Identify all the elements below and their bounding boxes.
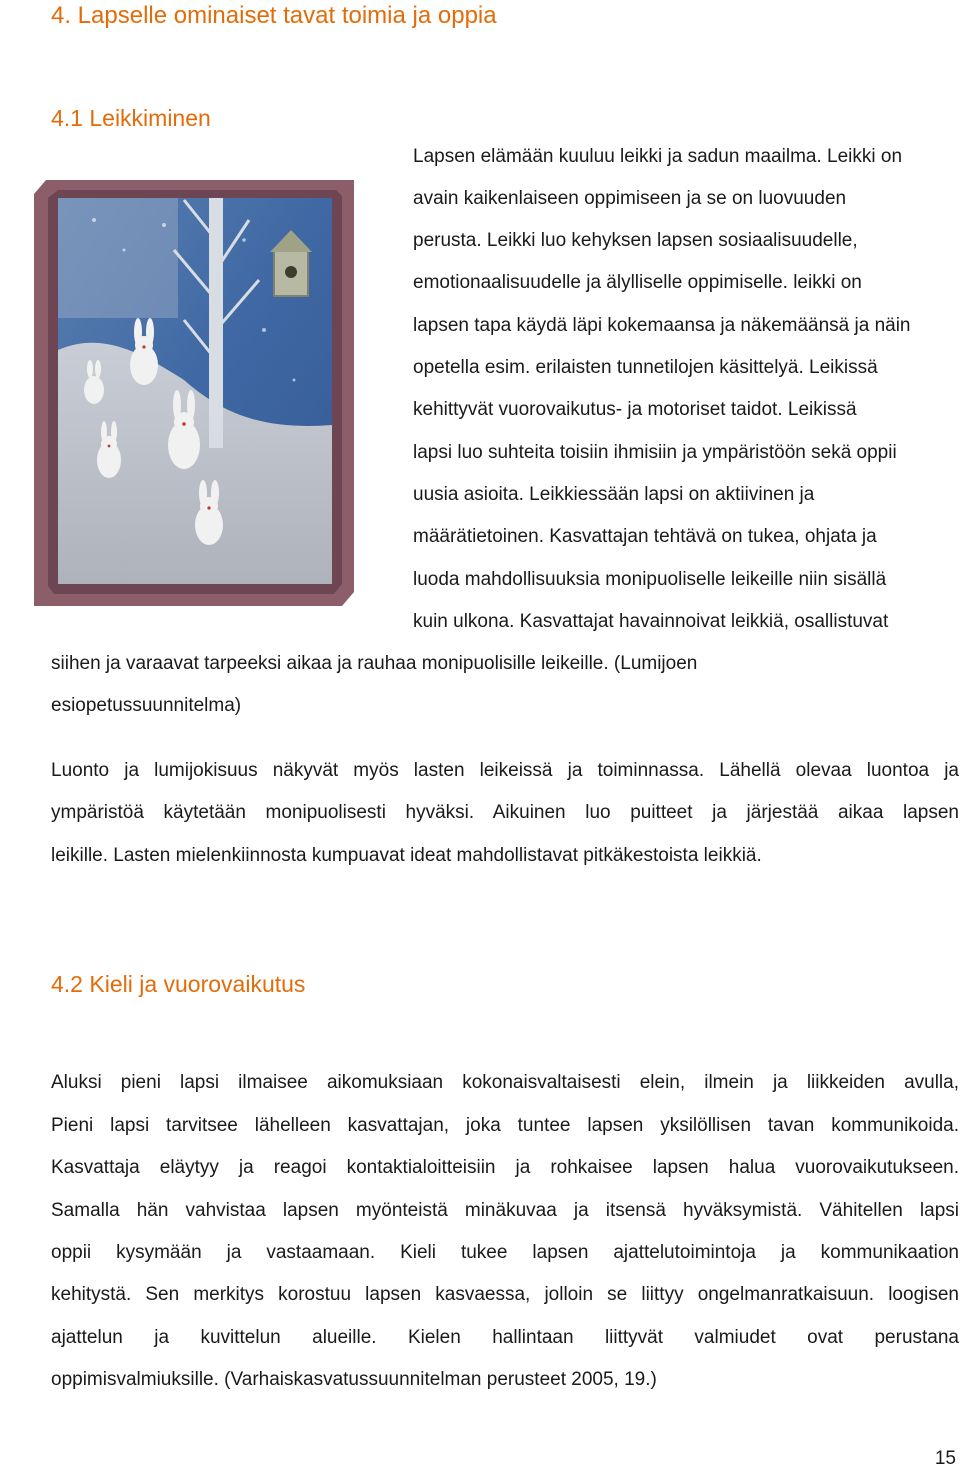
text-line: Kasvattaja eläytyy ja reagoi kontaktialoitteisiin ja rohkaisee lapsen halua vuorovaikutukseen. [51, 1157, 959, 1178]
text-line: perusta. Leikki luo kehyksen lapsen sosiaalisuudelle, [413, 230, 858, 251]
text-line: kehittyvät vuorovaikutus- ja motoriset taidot. Leikissä [413, 399, 857, 420]
text-line: kehitystä. Sen merkitys korostuu lapsen kasvaessa, jolloin se liittyy ongelmanratkaisuun. loogisen [51, 1284, 959, 1305]
text-line: leikille. Lasten mielenkiinnosta kumpuavat ideat mahdollistavat pitkäkestoista leikkiä. [51, 845, 762, 866]
text-line: avain kaikenlaiseen oppimiseen ja se on luovuuden [413, 188, 847, 209]
text-line: luoda mahdollisuuksia monipuoliselle leikeille niin sisällä [413, 569, 887, 590]
text-line: Luonto ja lumijokisuus näkyvät myös lasten leikeissä ja toiminnassa. Lähellä olevaa luontoa ja [51, 760, 959, 781]
page-number: 15 [934, 1448, 956, 1469]
text-line: Samalla hän vahvistaa lapsen myönteistä minäkuvaa ja itsensä hyväksymistä. Vähitellen lapsi [51, 1200, 959, 1221]
bunny-craft-photo [34, 180, 354, 606]
section-heading-kieli: 4.2 Kieli ja vuorovaikutus [51, 971, 306, 997]
text-line: opetella esim. erilaisten tunnetilojen käsittelyä. Leikissä [413, 357, 878, 378]
section-heading-leikkiminen: 4.1 Leikkiminen [51, 105, 211, 131]
text-line: siihen ja varaavat tarpeeksi aikaa ja rauhaa monipuolisille leikeille. (Lumijoen [51, 653, 698, 674]
text-line: ajattelun ja kuvittelun alueille. Kielen hallintaan liittyvät valmiudet ovat perustana [51, 1327, 959, 1348]
text-line: Pieni lapsi tarvitsee lähelleen kasvattajan, joka tuntee lapsen yksilöllisen tavan kommunikoida. [51, 1115, 959, 1136]
text-line: esiopetussuunnitelma) [51, 695, 242, 716]
text-line: emotionaalisuudelle ja älylliselle oppimiselle. leikki on [413, 272, 862, 293]
text-line: oppii kysymään ja vastaamaan. Kieli tukee lapsen ajattelutoimintoja ja kommunikaation [51, 1242, 959, 1263]
text-line: ympäristöä käytetään monipuolisesti hyväksi. Aikuinen luo puitteet ja järjestää aikaa lapsen [51, 802, 959, 823]
text-line: Aluksi pieni lapsi ilmaisee aikomuksiaan kokonaisvaltaisesti elein, ilmein ja liikkeiden avulla, [51, 1072, 959, 1093]
text-line: määrätietoinen. Kasvattajan tehtävä on tukea, ohjata ja [413, 526, 877, 547]
text-line: uusia asioita. Leikkiessään lapsi on aktiivinen ja [413, 484, 815, 505]
chapter-heading: 4. Lapselle ominaiset tavat toimia ja oppia [51, 2, 497, 29]
text-line: Lapsen elämään kuuluu leikki ja sadun maailma. Leikki on [413, 146, 903, 167]
text-line: kuin ulkona. Kasvattajat havainnoivat leikkiä, osallistuvat [413, 611, 889, 632]
text-line: lapsi luo suhteita toisiin ihmisiin ja ympäristöön sekä oppii [413, 442, 897, 463]
text-line: oppimisvalmiuksille. (Varhaiskasvatussuunnitelman perusteet 2005, 19.) [51, 1369, 657, 1390]
text-line: lapsen tapa käydä läpi kokemaansa ja näkemäänsä ja näin [413, 315, 911, 336]
